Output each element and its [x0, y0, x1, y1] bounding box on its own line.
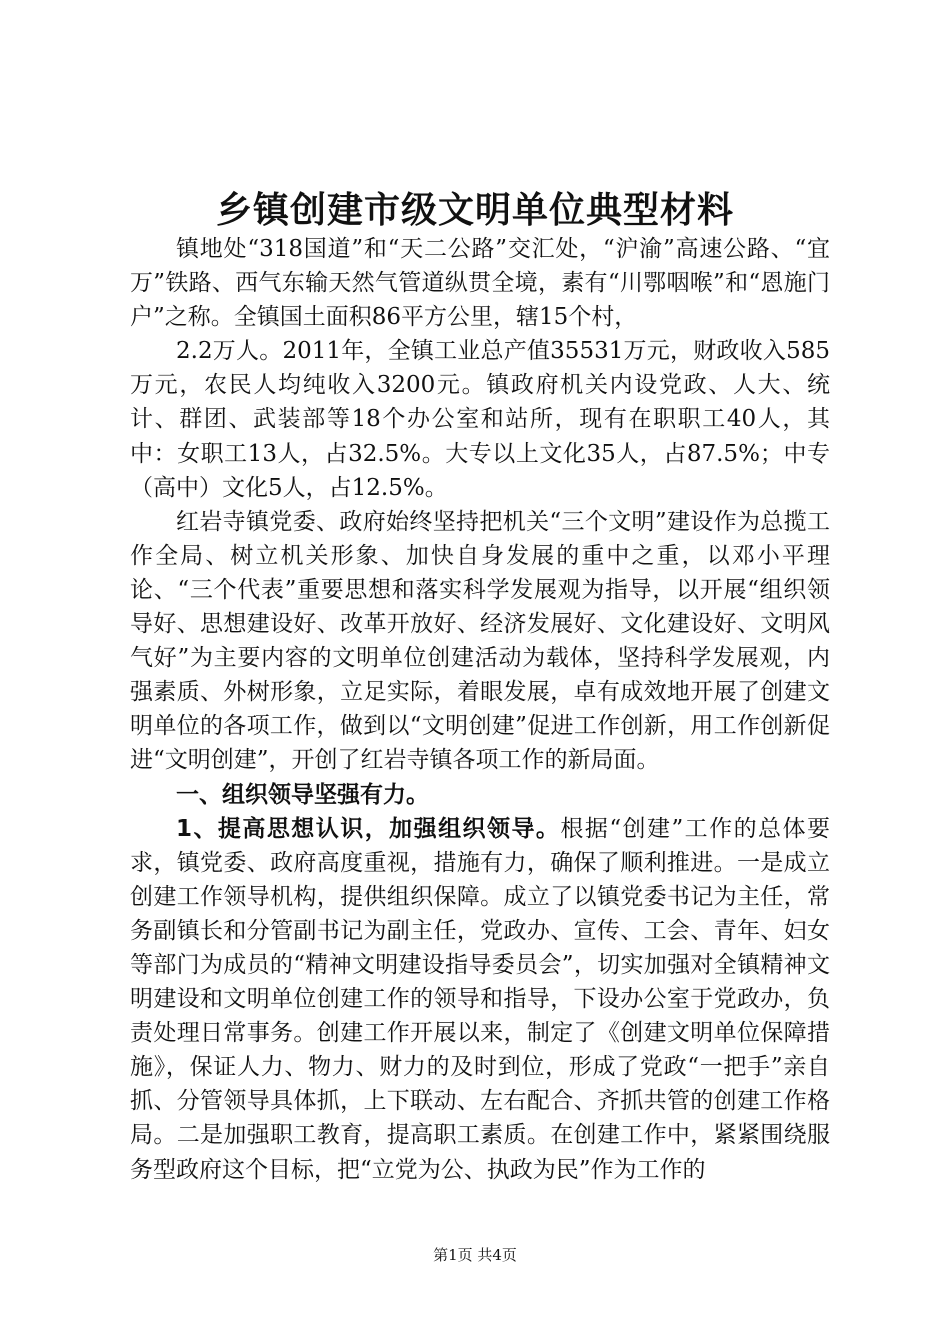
paragraph-text: 根据“创建”工作的总体要求，镇党委、政府高度重视，措施有力，确保了顺利推进。一是成立创建工作领导机构，提供组织保障。成立了以镇党委书记为主任，常务副镇长和分管副书记为副主任，党政办、宣传、工会、青年、妇女等部门为成员的“精神文明建设指导委员会”，切实加强对全镇精神文明建设和文明单位创建工作的领导和指导，下设办公室于党政办，负责处理日常事务。创建工作开展以来，制定了《创建文明单位保障措施》，保证人力、物力、财力的及时到位，形成了党政“一把手”亲自抓、分管领导具体抓，上下联动、左右配合、齐抓共管的创建工作格局。二是加强职工教育，提高职工素质。在创建工作中，紧紧围绕服务型政府这个目标，把“立党为公、执政为民”作为工作的	[130, 815, 830, 1183]
page-footer: 第1页 共4页	[433, 1246, 517, 1264]
document-title: 乡镇创建市级文明单位典型材料	[215, 189, 734, 231]
paragraph-organization	[130, 812, 830, 1187]
paragraph-lead: 1、提高思想认识，加强组织领导。	[176, 815, 561, 842]
paragraph-statistics: 2.2万人。2011年，全镇工业总产值35531万元，财政收入585万元，农民人均纯收入3200元。镇政府机关内设党政、人大、统计、群团、武装部等18个办公室和站所，现有在职职工40人，其中：女职工13人，占32.5%。大专以上文化35人，占87.5%；中专（高中）文化5人，占12.5%。	[130, 338, 830, 501]
document-body	[130, 232, 830, 1187]
section-heading: 一、组织领导坚强有力。	[176, 781, 429, 808]
paragraph-overview: 红岩寺镇党委、政府始终坚持把机关“三个文明”建设作为总揽工作全局、树立机关形象、加快自身发展的重中之重，以邓小平理论、“三个代表”重要思想和落实科学发展观为指导，以开展“组织领导好、思想建设好、改革开放好、经济发展好、文化建设好、文明风气好”为主要内容的文明单位创建活动为载体，坚持科学发展观，内强素质、外树形象，立足实际，着眼发展，卓有成效地开展了创建文明单位的各项工作，做到以“文明创建”促进工作创新，用工作创新促进“文明创建”，开创了红岩寺镇各项工作的新局面。	[130, 508, 830, 774]
paragraph-location: 镇地处“318国道”和“天二公路”交汇处，“沪渝”高速公路、“宜万”铁路、西气东输天然气管道纵贯全境，素有“川鄂咽喉”和“恩施门户”之称。全镇国土面积86平方公里，辖15个村，	[130, 236, 830, 331]
